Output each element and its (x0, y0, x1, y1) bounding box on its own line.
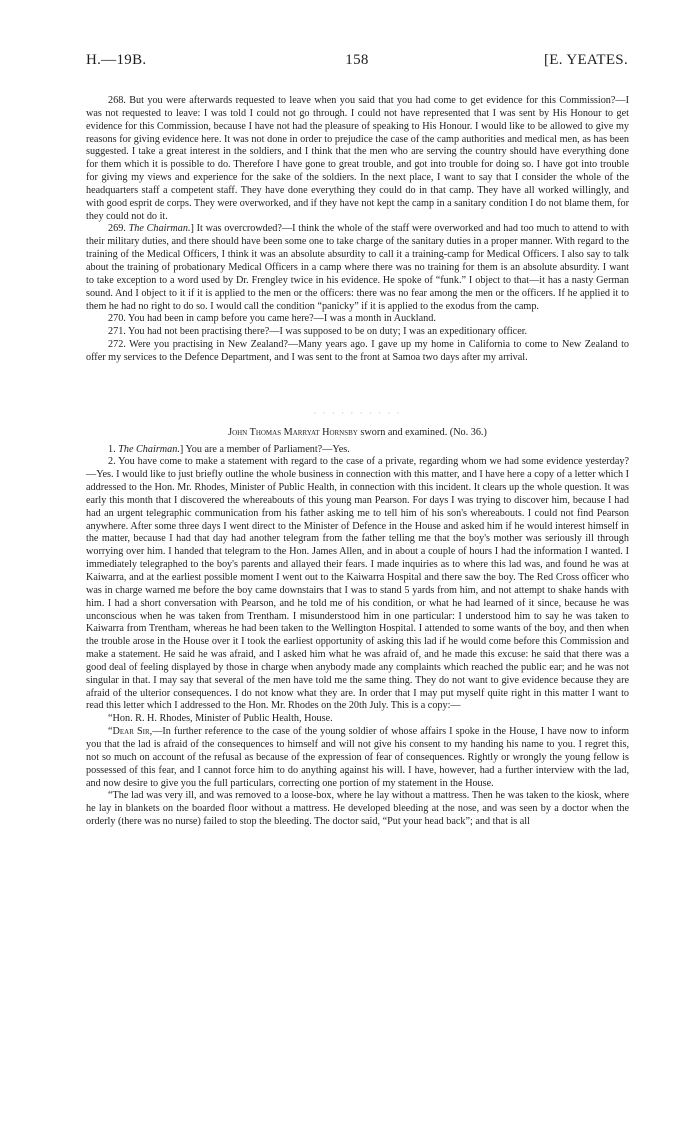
question-2: 2. You have come to make a statement with regard to the case of a private, regarding whom we had some evidence yesterday?—Yes. I would like to just briefly outline the whole business in connection with this matter, and I have here a copy of a letter which I addressed to the Hon. Mr. Rhodes, Minister of Public Health, in connection with this incident. It clears up the whole question. It was early this month that I discovered the whereabouts of this young man Pearson. For days I was trying to discover him, because I had had an urgent telegraphic communication from his father asking me to tell him of his son's whereabouts. I could not find Pearson anywhere. After some three days I went direct to the Minister of Defence in the House and asked him if he would interest himself in the matter, because I had that day had another telegram from the father telling me that the boy's mother was seriously ill through worrying over him. I handed that telegram to the Hon. James Allen, and in about a couple of hours I had the information I wanted. I immediately telegraphed to the boy's parents and allayed their fears. I made inquiries as to where this lad was, and found he was at Kaiwarra, and at the earliest possible moment I went out to the Kaiwarra Hospital and there saw the boy. The Red Cross officer who was in charge warned me before the boy came downstairs that I was to stand 5 yards from him, and not attempt to shake hands with him. I had a short conversation with Pearson, and he told me of his condition, or what he had learned of it since, because he was unconscious when he was taken from Trentham. I misunderstood him in one particular: I understood him to say he was taken to Kaiwarra from Trentham, whereas he had been taken to the Wellington Hospital. I attended to some wants of the boy, and then when the trouble arose in the House over it I took the earliest opportunity of asking this lad if he would come before this Commission and make a statement. He said he was afraid, and I asked him what he was afraid of, and he made this excuse: he said that there was a good deal of feeling displayed by those in charge when anybody made any complaints which reached the public ear; and he was not singular in that. I may say that several of the men have told me the same thing. They do not want to give evidence because they are afraid of the ulterior consequences. I do not know what they are. In order that I may put myself quite right in this matter I want to read this letter which I addressed to the Hon. Mr. Rhodes on the 20th July. This is a copy:— (86, 456, 629, 712)
witness-reference: [E. YEATES. (544, 52, 628, 68)
document-reference: H.—19B. (86, 52, 147, 68)
speaker-label: The Chairman. (128, 223, 191, 235)
question-number: 269. (108, 223, 126, 235)
document-body (86, 95, 629, 829)
speaker-label: The Chairman. (118, 443, 180, 455)
question-270: 270. You had been in camp before you came here?—I was a month in Auckland. (108, 313, 436, 325)
question-268: 268. But you were afterwards requested to leave when you said that you had come to get evidence for this Commission?—I was not requested to leave: I was told I could not go through. I could not have represented that I was sent by His Honour to get evidence for this Commission, because I have not had the pleasure of speaking to His Honour. I would like to be allowed to give my reasons for giving evidence here. It was not done in order to prejudice the case of the camp authorities and medical men, as has been suggested. I take a great interest in the soldiers, and I think that the men who are serving the country should have everything done for them which it is possible to do. Therefore I have gone to great trouble, and got into trouble for doing so. I have got into trouble for giving my views and experience for the sake of the soldiers. In the next place, I want to say that I consider the whole of the headquarters staff a competent staff. They have done everything they could do in that camp. They have all worked willingly, and with good esprit de corps. They were overworked, and if they have not kept the camp in a sanitary condition I do not blame them, for they could not do it. (86, 95, 629, 222)
question-272: 272. Were you practising in New Zealand?—Many years ago. I gave up my home in California to come to New Zealand to offer my services to the Defence Department, and I was sent to the front at Samoa two days after my arrival. (86, 339, 629, 363)
letter-paragraph-1: “Dear Sir,—In further reference to the case of the young soldier of whose affairs I spoke in the House, I have now to inform you that the lad is afraid of the consequences to himself and will not give his consent to my handing his name to you. I regret this, not so much on account of the refusal as because of the expression of fear of consequences. Rightly or wrongly the young fellow is possessed of this fear, and I cannot force him to do anything against his will. I have, however, had a further interview with the lad, and now desire to give you the full particulars, correcting one portion of my statement in the House. (86, 726, 629, 789)
letter-paragraph-2: “The lad was very ill, and was removed to a loose-box, where he lay without a mattress. Then he was taken to the kiosk, where he lay in blankets on the boarded floor without a mattress. He developed bleeding at the nose, and was seen by a doctor when the orderly (there was no nurse) failed to stop the bleeding. The doctor said, “Put your head back”; and that is all (86, 790, 629, 828)
question-271: 271. You had not been practising there?—I was supposed to be on duty; I was an expeditionary officer. (108, 326, 528, 338)
witness-sworn-text: sworn and examined. (No. 36.) (360, 426, 487, 438)
letter-salutation: Dear Sir, (112, 726, 153, 738)
letter-addressee: “Hon. R. H. Rhodes, Minister of Public Health, House. (108, 713, 333, 725)
witness-heading (86, 427, 629, 440)
question-text: ] You are a member of Parliament?—Yes. (179, 443, 350, 455)
section-gap (86, 365, 629, 407)
question-269 (86, 223, 629, 313)
question-1 (86, 444, 629, 457)
question-number: 1. (108, 443, 116, 455)
letter-text: —In further reference to the case of the young soldier of whose affairs I spoke in the House, I have now to inform you that the lad is afraid of the consequences to himself and will not give his consent to my handing his name to you. I regret this, not so much on account of the refusal as because of the expression of fear of consequences. Rightly or wrongly the young fellow is possessed of this fear, and I cannot force him to do anything against his will. I have, however, had a further interview with the lad, and now desire to give you the full particulars, correcting one portion of my statement in the House. (86, 726, 629, 789)
witness-name: John Thomas Marryat Hornsby (228, 426, 358, 438)
question-text: ] It was overcrowded?—I think the whole of the staff were overworked and had too much to attend to with their military duties, and there should have been some one to take charge of the sanitary duties in a proper manner. With regard to the training of the Medical Officers, I think it was an absolute absurdity to call it a training-camp for Medical Officers. I also say to talk about the training of probationary Medical Officers in a camp where there was no training for them is an absolute absurdity. I want to take exception to a word used by Dr. Frengley twice in his evidence. He spoke of “funk.” I object to that—it has a nasty German sound. And I object to it if it is applied to the men or the officers: there was no fear among the men or the officers. If he applied it to them he had no right to do so. I would call the condition “panicky” if it is applied to the exodus from the camp. (86, 223, 630, 312)
page-number: 158 (345, 52, 369, 68)
page-header (86, 52, 628, 74)
section-separator: · · · · · · · · · · (313, 407, 402, 418)
